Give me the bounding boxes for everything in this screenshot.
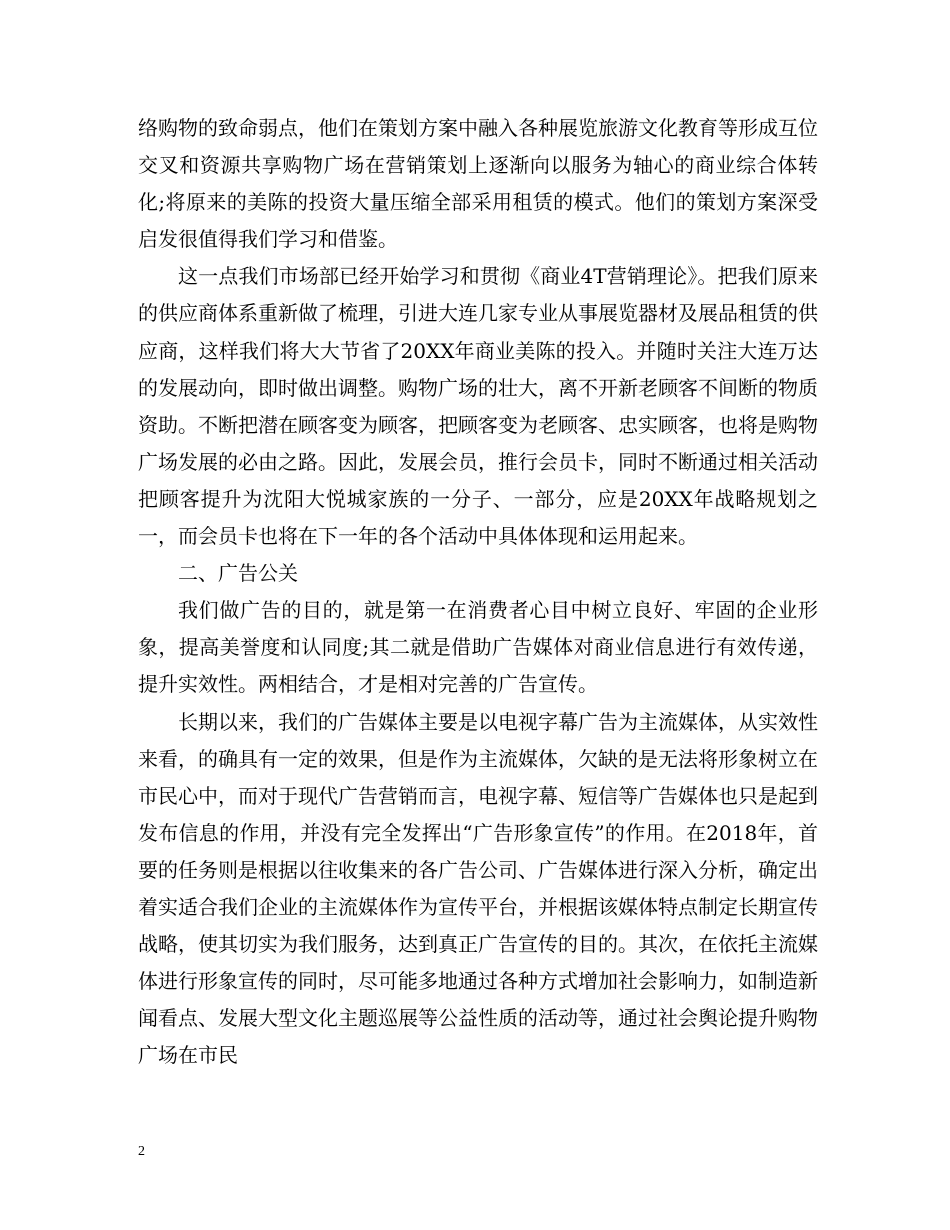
page-number: 2 — [138, 1144, 145, 1159]
document-body — [138, 110, 818, 1074]
section-heading-advertising-pr: 二、广告公关 — [178, 561, 298, 586]
paragraph-continued: 络购物的致命弱点，他们在策划方案中融入各种展览旅游文化教育等形成互位交叉和资源共享购物广场在营销策划上逐渐向以服务为轴心的商业综合体转化;将原来的美陈的投资大量压缩全部采用租赁的模式。他们的策划方案深受启发很值得我们学习和借鉴。 — [138, 116, 818, 252]
paragraph-advertising-purpose: 我们做广告的目的，就是第一在消费者心目中树立良好、牢固的企业形象，提高美誉度和认同度;其二就是借助广告媒体对商业信息进行有效传递，提升实效性。两相结合，才是相对完善的广告宣传。 — [138, 598, 818, 697]
paragraph-4t-marketing: 这一点我们市场部已经开始学习和贯彻《商业4T营销理论》。把我们原来的供应商体系重新做了梳理，引进大连几家专业从事展览器材及展品租赁的供应商，这样我们将大大节省了20XX年商业美陈的投入。并随时关注大连万达的发展动向，即时做出调整。购物广场的壮大，离不开新老顾客不间断的物质资助。不断把潜在顾客变为顾客，把顾客变为老顾客、忠实顾客，也将是购物广场发展的必由之路。因此，发展会员，推行会员卡，同时不断通过相关活动把顾客提升为沈阳大悦城家族的一分子、一部分，应是20XX年战略规划之一，而会员卡也将在下一年的各个活动中具体体现和运用起来。 — [138, 264, 818, 549]
paragraph-advertising-media: 长期以来，我们的广告媒体主要是以电视字幕广告为主流媒体，从实效性来看，的确具有一定的效果，但是作为主流媒体，欠缺的是无法将形象树立在市民心中，而对于现代广告营销而言，电视字幕、短信等广告媒体也只是起到发布信息的作用，并没有完全发挥出“广告形象宣传”的作用。在2018年，首要的任务则是根据以往收集来的各广告公司、广告媒体进行深入分析，确定出着实适合我们企业的主流媒体作为宣传平台，并根据该媒体特点制定长期宣传战略，使其切实为我们服务，达到真正广告宣传的目的。其次，在依托主流媒体进行形象宣传的同时，尽可能多地通过各种方式增加社会影响力，如制造新闻看点、发展大型文化主题巡展等公益性质的活动等，通过社会舆论提升购物广场在市民 — [138, 709, 818, 1068]
